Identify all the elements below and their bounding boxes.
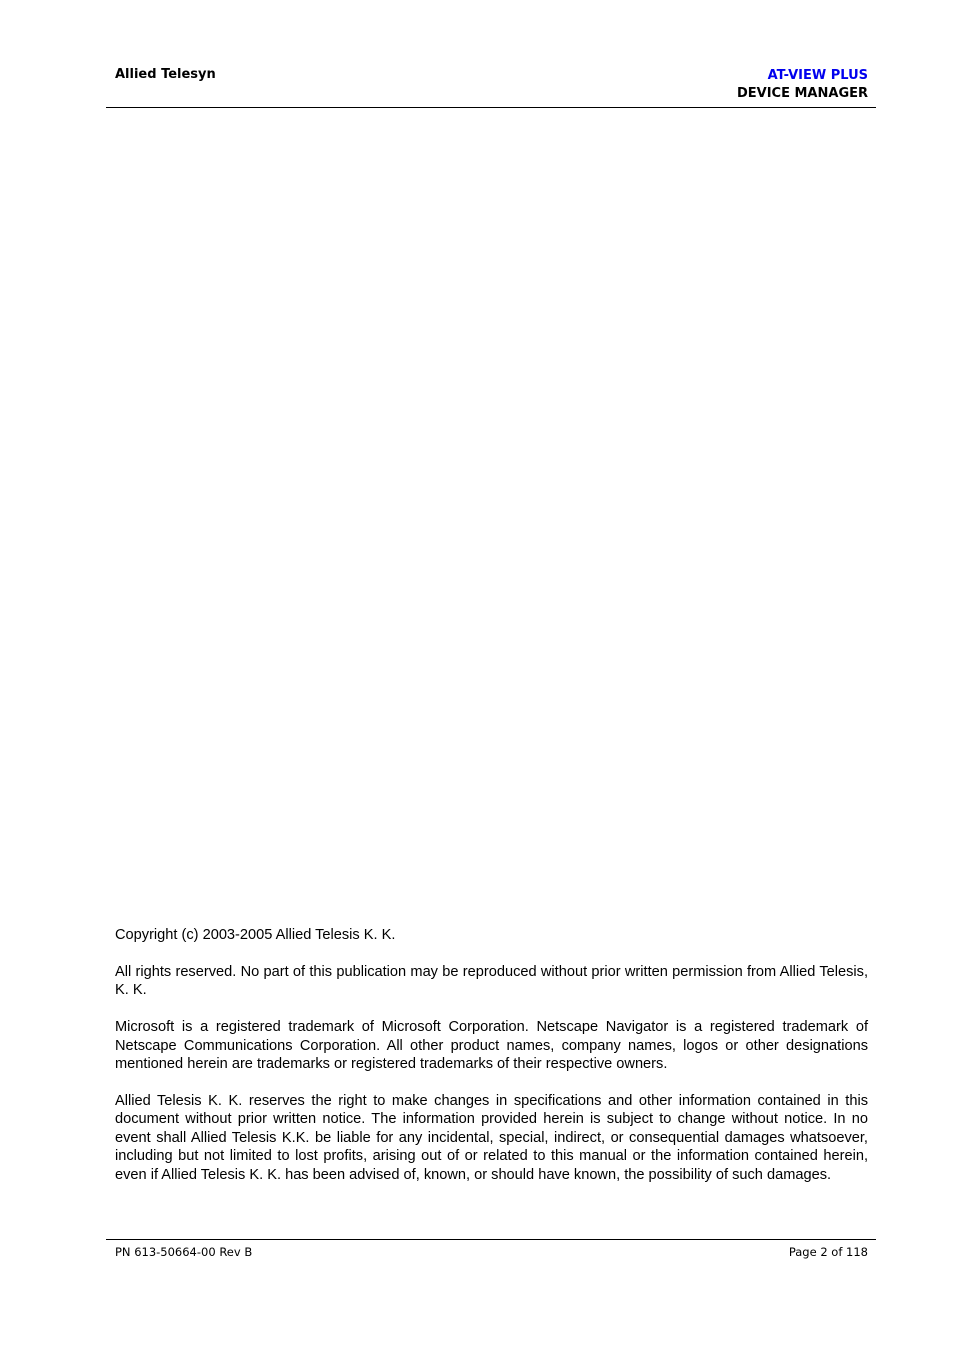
legal-notice [115, 926, 868, 1202]
footer-page-number: Page 2 of 118 [788, 1245, 868, 1259]
copyright-paragraph: Copyright (c) 2003-2005 Allied Telesis K. K. [115, 927, 396, 943]
footer-rule [106, 1239, 876, 1240]
header-title-block [737, 67, 868, 103]
header-subtitle: DEVICE MANAGER [736, 86, 868, 101]
footer-part-number: PN 613-50664-00 Rev B [115, 1245, 253, 1259]
rights-paragraph: All rights reserved. No part of this publication may be reproduced without prior written permission from Allied Telesis, K. K. [115, 963, 868, 999]
header-product-title: AT-VIEW PLUS [767, 68, 868, 83]
disclaimer-paragraph: Allied Telesis K. K. reserves the right to make changes in specifications and other information contained in this document without prior written notice. The information provided herein is subject to change without notice. In no event shall Allied Telesis K.K. be liable for any incidental, special, indirect, or consequential damages whatsoever, including but not limited to lost profits, arising out of or related to this manual or the information contained herein, even if Allied Telesis K. K. has been advised of, known, or should have known, the possibility of such damages. [115, 1092, 868, 1183]
header-company: Allied Telesyn [115, 67, 216, 82]
trademarks-paragraph: Microsoft is a registered trademark of Microsoft Corporation. Netscape Navigator is a registered trademark of Netscape Communications Corporation. All other product names, company names, logos or other designations mentioned herein are trademarks or registered trademarks of their respective owners. [115, 1019, 868, 1073]
header-rule [106, 107, 876, 108]
